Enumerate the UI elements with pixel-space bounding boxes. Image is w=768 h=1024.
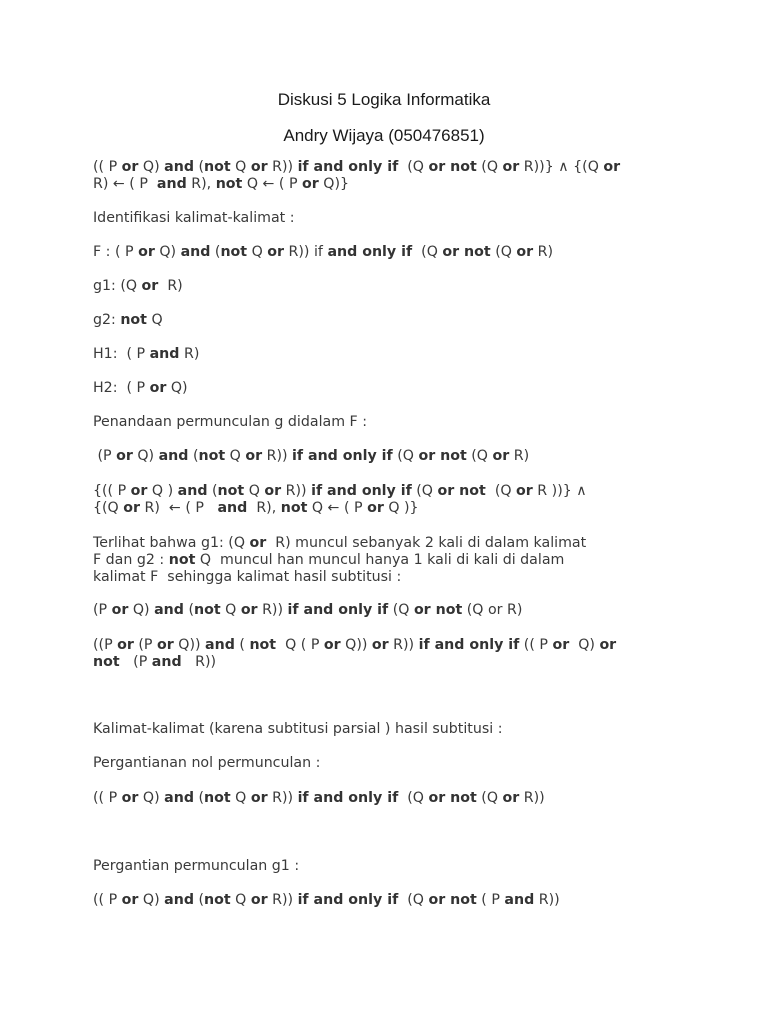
text-segment: R)) if	[284, 244, 328, 260]
text-segment: R))	[262, 448, 293, 464]
text-segment: Terlihat bahwa g1: (Q	[93, 535, 250, 551]
keyword-bold: if and only if	[311, 483, 412, 499]
text-segment: (Q	[412, 244, 443, 260]
keyword-bold: or	[123, 500, 140, 516]
text-segment: Q	[230, 159, 251, 175]
keyword-bold: or	[121, 892, 139, 908]
keyword-bold: not	[280, 500, 308, 516]
keyword-bold: not	[217, 483, 245, 499]
text-segment: Q )	[147, 483, 178, 499]
observation	[93, 535, 683, 586]
substituted-formula	[93, 637, 683, 671]
keyword-bold: not	[204, 159, 231, 175]
text-segment: R ))} ∧ {(Q	[93, 483, 587, 516]
text-segment: (Q	[476, 790, 503, 806]
pergantian-g1-formula	[93, 892, 683, 909]
text-segment: Pergantian permunculan g1 :	[93, 858, 300, 874]
text-segment: R)	[158, 278, 183, 294]
text-segment: (	[193, 892, 205, 908]
text-segment: (Q	[476, 159, 503, 175]
text-segment: (	[234, 637, 250, 653]
penandaan-heading	[93, 414, 683, 431]
text-segment: (P	[93, 448, 117, 464]
keyword-bold: not	[93, 654, 120, 670]
text-segment: Q	[230, 790, 251, 806]
keyword-bold: or	[302, 176, 319, 192]
keyword-bold: or	[371, 637, 389, 653]
text-segment: Q)	[138, 892, 165, 908]
text-segment: {(( P	[93, 483, 131, 499]
text-segment: Q )}	[383, 500, 419, 516]
text-segment: R) muncul sebanyak 2 kali di dalam kalimat F dan g2 :	[93, 535, 587, 568]
keyword-bold: or	[149, 380, 167, 396]
text-segment: Q)	[132, 448, 159, 464]
keyword-bold: and	[180, 244, 211, 260]
keyword-bold: and	[164, 790, 194, 806]
result-formula	[93, 602, 683, 619]
text-segment: R)	[509, 448, 530, 464]
text-segment: Q)}	[318, 176, 350, 192]
keyword-bold: if and only if	[287, 602, 389, 618]
keyword-bold: or	[250, 159, 268, 175]
text-segment: Q ← ( P	[307, 500, 368, 516]
text-segment: Q)	[154, 244, 181, 260]
keyword-bold: not	[193, 602, 221, 618]
g1-definition	[93, 278, 683, 295]
text-segment: (Q	[411, 483, 438, 499]
text-segment: (Q	[398, 159, 429, 175]
keyword-bold: not	[168, 552, 196, 568]
keyword-bold: or	[552, 637, 570, 653]
keyword-bold: or	[121, 790, 139, 806]
text-segment: R))	[267, 159, 298, 175]
keyword-bold: or not	[428, 892, 477, 908]
text-segment: Identifikasi kalimat-kalimat :	[93, 210, 295, 226]
keyword-bold: or	[516, 244, 534, 260]
keyword-bold: or	[323, 637, 341, 653]
text-segment: R)	[533, 244, 554, 260]
text-segment: (Q	[466, 448, 493, 464]
keyword-bold: not	[198, 448, 226, 464]
text-segment: (Q or R)	[462, 602, 523, 618]
keyword-bold: or not	[428, 159, 477, 175]
keyword-bold: or	[367, 500, 384, 516]
text-segment: g1: (Q	[93, 278, 142, 294]
full-formula	[93, 483, 683, 517]
text-segment: R)	[179, 346, 200, 362]
text-segment: ( P	[476, 892, 505, 908]
text-segment: Q	[225, 448, 246, 464]
keyword-bold: and	[149, 346, 180, 362]
text-segment: Q))	[340, 637, 372, 653]
text-segment: R),	[247, 500, 281, 516]
text-segment: (P	[119, 654, 152, 670]
text-segment: Q	[244, 483, 265, 499]
text-segment: H1: ( P	[93, 346, 150, 362]
text-segment: g2:	[93, 312, 121, 328]
intro-formula	[93, 159, 683, 193]
text-segment: Q	[247, 244, 268, 260]
keyword-bold: if and only if	[418, 637, 520, 653]
text-segment: Q)	[138, 159, 165, 175]
text-segment: Q	[220, 602, 241, 618]
f-definition	[93, 244, 683, 261]
text-segment: (Q	[485, 483, 517, 499]
text-segment: Q))	[173, 637, 206, 653]
keyword-bold: if and only if	[297, 892, 399, 908]
keyword-bold: or not	[413, 602, 463, 618]
keyword-bold: or	[250, 892, 268, 908]
text-segment: F : ( P	[93, 244, 139, 260]
text-segment: Q muncul han muncul hanya 1 kali di kali di dalam kalimat F sehingga kalimat hasil subtitusi :	[93, 552, 565, 585]
keyword-bold: or	[138, 244, 155, 260]
keyword-bold: or	[502, 159, 520, 175]
identifikasi-heading	[93, 210, 683, 227]
pergantian-nol-formula	[93, 790, 683, 807]
keyword-bold: and	[164, 159, 194, 175]
keyword-bold: or	[245, 448, 263, 464]
text-segment: Penandaan permunculan g didalam F :	[93, 414, 367, 430]
keyword-bold: or not	[428, 790, 477, 806]
text-segment: (Q	[388, 602, 414, 618]
keyword-bold: or	[492, 448, 510, 464]
keyword-bold: and	[217, 500, 248, 516]
text-segment: Q)	[138, 790, 165, 806]
keyword-bold: and	[154, 602, 184, 618]
keyword-bold: and	[504, 892, 535, 908]
keyword-bold: and only if	[327, 244, 413, 260]
text-segment: (	[207, 483, 218, 499]
text-segment: R))	[267, 790, 298, 806]
text-segment: (P	[133, 637, 158, 653]
keyword-bold: or	[599, 637, 617, 653]
keyword-bold: or	[121, 159, 139, 175]
text-segment: R))	[257, 602, 288, 618]
text-segment: Q ← ( P	[242, 176, 303, 192]
keyword-bold: if and only if	[292, 448, 393, 464]
keyword-bold: or	[240, 602, 258, 618]
text-segment: Q	[146, 312, 163, 328]
keyword-bold: or	[117, 637, 134, 653]
text-segment: R))	[519, 790, 545, 806]
keyword-bold: not	[120, 312, 147, 328]
keyword-bold: or not	[437, 483, 486, 499]
text-segment: R))	[267, 892, 298, 908]
keyword-bold: not	[204, 892, 231, 908]
keyword-bold: or	[603, 159, 621, 175]
keyword-bold: or not	[418, 448, 467, 464]
keyword-bold: or	[111, 602, 129, 618]
text-segment: R))	[281, 483, 312, 499]
keyword-bold: if and only if	[297, 159, 399, 175]
keyword-bold: if and only if	[297, 790, 399, 806]
keyword-bold: or	[267, 244, 285, 260]
document-title: Diskusi 5 Logika Informatika	[277, 90, 491, 109]
text-segment: R))	[388, 637, 419, 653]
text-segment: H2: ( P	[93, 380, 150, 396]
text-segment: Q)	[166, 380, 188, 396]
keyword-bold: and	[158, 448, 189, 464]
text-segment: (	[193, 790, 205, 806]
text-segment: R),	[186, 176, 216, 192]
keyword-bold: and	[156, 176, 187, 192]
h2-definition	[93, 380, 683, 397]
text-segment: (	[210, 244, 221, 260]
keyword-bold: or	[249, 535, 267, 551]
text-segment: Q)	[128, 602, 155, 618]
text-segment: R))	[181, 654, 217, 670]
keyword-bold: not	[215, 176, 243, 192]
text-segment: (( P	[519, 637, 553, 653]
text-segment: (	[188, 448, 199, 464]
keyword-bold: or	[502, 790, 520, 806]
keyword-bold: or	[250, 790, 268, 806]
text-segment: R) ← ( P	[93, 176, 148, 192]
keyword-bold: or	[157, 637, 174, 653]
keyword-bold: or not	[442, 244, 491, 260]
text-segment: R))	[534, 892, 560, 908]
text-segment: (Q	[392, 448, 419, 464]
text-segment: Pergantianan nol permunculan :	[93, 755, 321, 771]
marked-formula	[93, 448, 683, 465]
g2-definition	[93, 312, 683, 329]
text-segment: (( P	[93, 790, 122, 806]
text-segment: Q)	[569, 637, 600, 653]
document-author: Andry Wijaya (050476851)	[283, 126, 485, 145]
text-segment: (Q	[398, 790, 429, 806]
pergantian-nol-heading	[93, 755, 683, 772]
pergantian-g1-heading	[93, 858, 683, 875]
text-segment: (Q	[398, 892, 429, 908]
keyword-bold: or	[130, 483, 148, 499]
text-segment: ((P	[93, 637, 118, 653]
h1-definition	[93, 346, 683, 363]
keyword-bold: or	[141, 278, 159, 294]
keyword-bold: not	[220, 244, 248, 260]
text-segment: (P	[93, 602, 112, 618]
keyword-bold: or	[516, 483, 533, 499]
keyword-bold: not	[249, 637, 277, 653]
text-segment: R) ← ( P	[140, 500, 218, 516]
text-segment: (Q	[490, 244, 517, 260]
keyword-bold: or	[264, 483, 282, 499]
text-segment: (( P	[93, 892, 122, 908]
keyword-bold: and	[151, 654, 182, 670]
text-segment: R))} ∧ {(Q	[519, 159, 604, 175]
kalimat-heading	[93, 721, 683, 738]
text-segment: (	[183, 602, 194, 618]
keyword-bold: or	[116, 448, 133, 464]
text-segment: (	[193, 159, 205, 175]
keyword-bold: and	[164, 892, 194, 908]
text-segment: Kalimat-kalimat (karena subtitusi parsial ) hasil subtitusi :	[93, 721, 503, 737]
keyword-bold: and	[177, 483, 208, 499]
text-segment: (( P	[93, 159, 122, 175]
text-segment: Q ( P	[276, 637, 324, 653]
text-segment: Q	[230, 892, 251, 908]
keyword-bold: and	[205, 637, 235, 653]
keyword-bold: not	[204, 790, 231, 806]
